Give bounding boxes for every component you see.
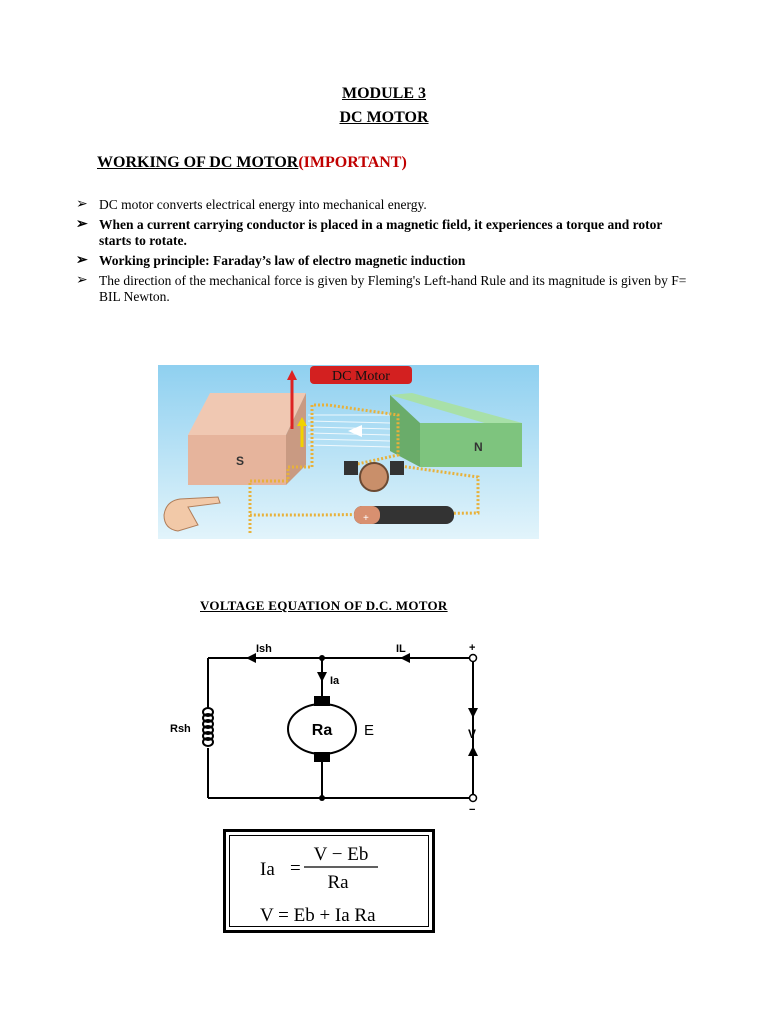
- section-heading-text: WORKING OF DC MOTOR: [97, 154, 299, 171]
- shunt-field-coil: [203, 708, 213, 746]
- ra-label: Ra: [311, 722, 333, 739]
- ia-arrow-icon: [317, 672, 327, 682]
- brush-right: [390, 461, 404, 475]
- voltage-equations: [226, 832, 432, 930]
- banner-title: DC Motor: [332, 369, 390, 384]
- section-heading: [97, 154, 407, 172]
- formula-denominator: Ra: [327, 872, 349, 893]
- arrow-bullet-icon: ➢: [76, 217, 88, 232]
- svg-text:=: =: [290, 858, 301, 879]
- bullet-text: When a current carrying conductor is placed in a magnetic field, it experiences a torque and rotor starts to rotate.: [99, 217, 663, 248]
- arrow-bullet-icon: ➢: [76, 273, 88, 288]
- il-label: IL: [396, 643, 406, 655]
- bullet-text: The direction of the mechanical force is given by Fleming's Left-hand Rule and its magnitude is given by F= BIL Newton.: [99, 273, 687, 304]
- section-heading-tag: (IMPORTANT): [298, 154, 407, 171]
- list-item: [76, 217, 696, 249]
- commutator: [360, 463, 388, 491]
- bullet-list: [76, 197, 696, 309]
- brush-bottom: [314, 752, 330, 762]
- pole-n-label: N: [474, 440, 483, 454]
- minus-label: −: [469, 804, 476, 813]
- ish-label: Ish: [256, 643, 272, 655]
- formula-lhs: Ia: [260, 859, 275, 880]
- dc-motor-illustration: [158, 365, 539, 539]
- formula-box: [223, 829, 435, 933]
- list-item: [76, 253, 696, 269]
- page-title: DC MOTOR: [339, 109, 429, 126]
- formula-line2: V = Eb + Ia Ra: [260, 905, 376, 926]
- arrow-bullet-icon: ➢: [76, 253, 88, 268]
- arrow-bullet-icon: ➢: [76, 197, 88, 212]
- list-item: [76, 197, 696, 213]
- formula-numerator: V − Eb: [313, 844, 369, 865]
- plus-label: +: [469, 642, 476, 654]
- brush-left: [344, 461, 358, 475]
- terminal-plus: [470, 655, 477, 662]
- rsh-label: Rsh: [170, 723, 191, 735]
- v-label: V: [468, 727, 477, 741]
- brush-top: [314, 696, 330, 706]
- list-item: [76, 273, 696, 305]
- emf-label: E: [364, 722, 375, 739]
- bullet-text: DC motor converts electrical energy into mechanical energy.: [99, 197, 427, 212]
- bullet-text: Working principle: Faraday’s law of electro magnetic induction: [99, 253, 466, 268]
- ish-arrow-icon: [246, 653, 256, 663]
- pole-s-label: S: [236, 454, 245, 468]
- module-number: MODULE 3: [342, 85, 426, 102]
- dc-motor-circuit-diagram: [168, 638, 488, 813]
- battery-plus-label: +: [363, 513, 369, 524]
- voltage-equation-heading: VOLTAGE EQUATION OF D.C. MOTOR: [200, 598, 448, 613]
- ia-label: Ia: [330, 675, 340, 687]
- magnet-north: [420, 423, 522, 467]
- terminal-minus: [470, 795, 477, 802]
